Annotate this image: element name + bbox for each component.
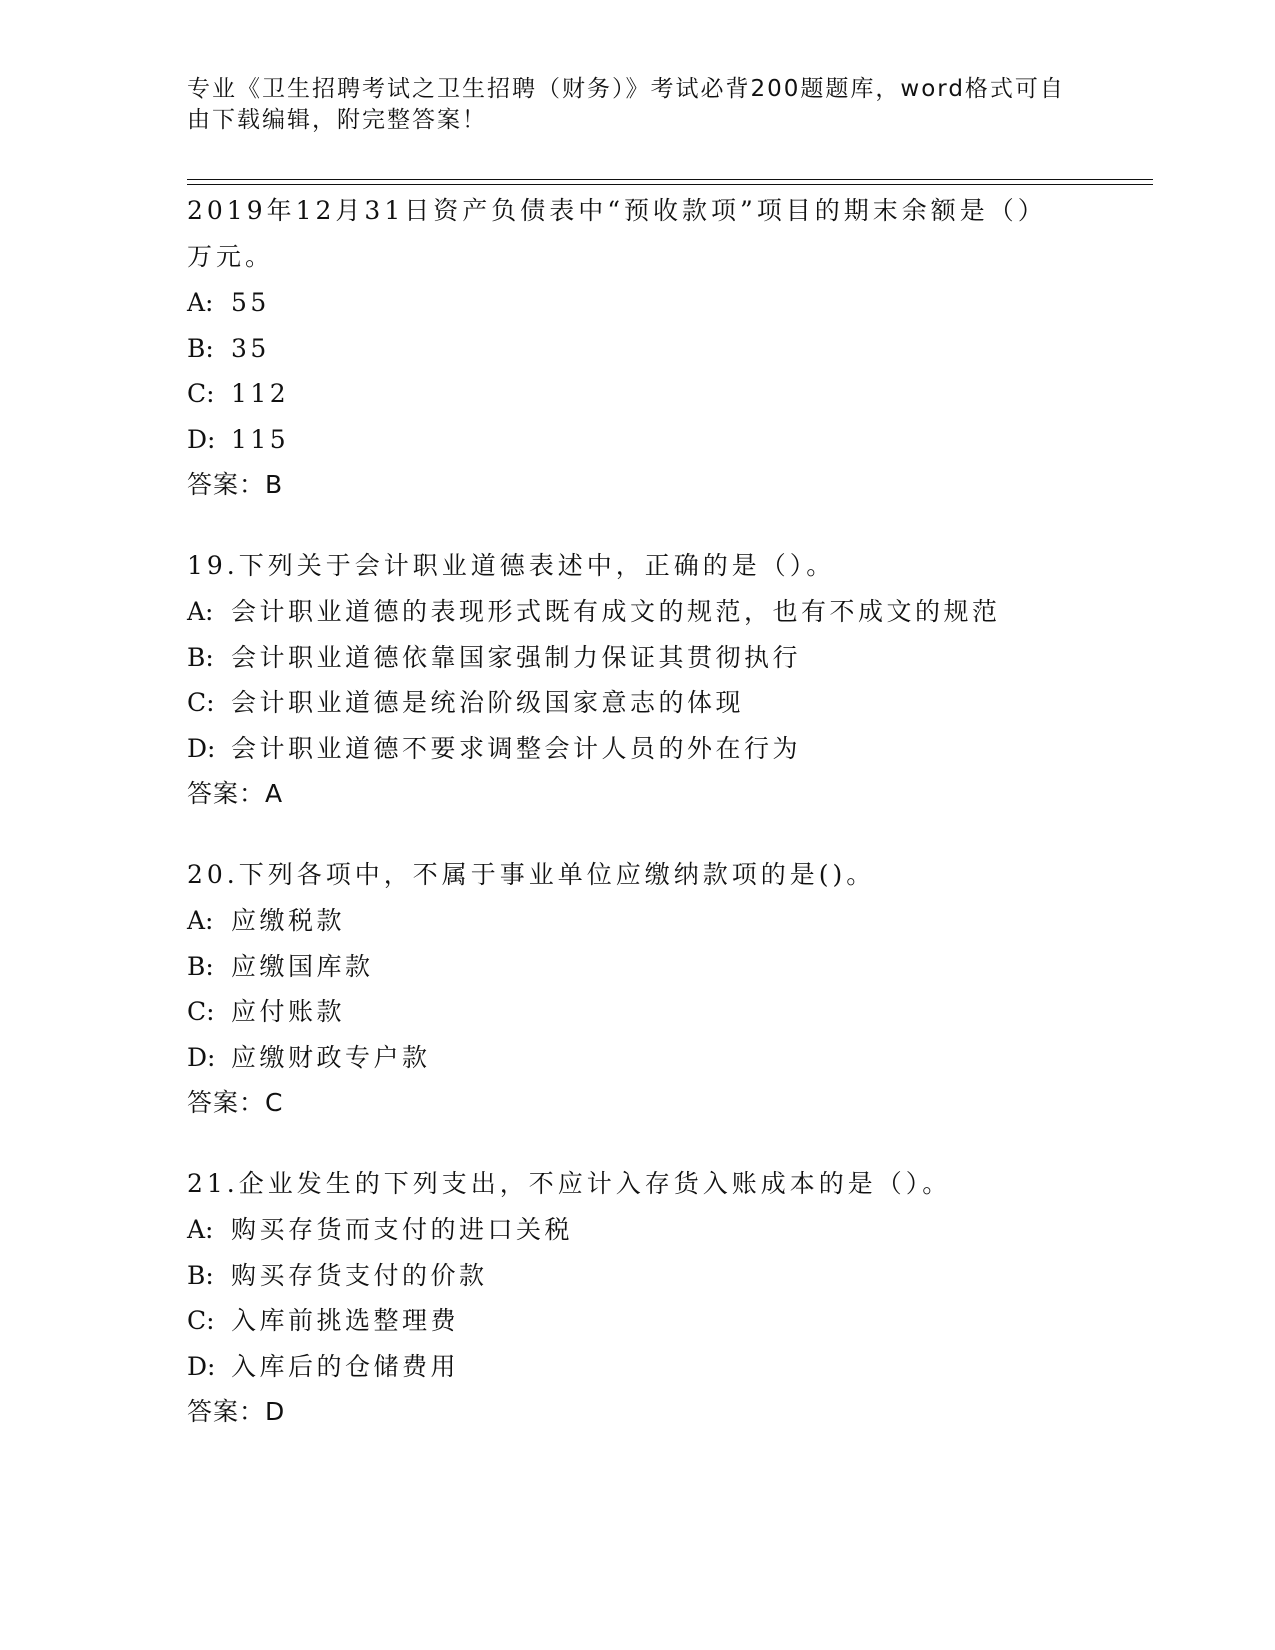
option-text: 入库后的仓储费用 <box>231 1351 460 1381</box>
option-text: 35 <box>231 333 270 363</box>
option-letter: C: <box>187 997 215 1026</box>
option-letter: C: <box>187 1306 215 1335</box>
option-letter: C: <box>187 688 215 717</box>
option-text: 115 <box>231 424 290 454</box>
option-text: 应付账款 <box>231 997 346 1026</box>
option-a <box>187 1207 1147 1253</box>
option-text: 会计职业道德的表现形式既有成文的规范，也有不成文的规范 <box>231 597 1001 626</box>
answer-line: 答案：B <box>187 470 284 499</box>
option-c <box>187 371 1147 417</box>
option-b <box>187 326 1147 372</box>
option-letter: A: <box>187 1215 214 1244</box>
option-c <box>187 1298 1147 1344</box>
question-stem: 20.下列各项中，不属于事业单位应缴纳款项的是()。 <box>187 860 876 889</box>
option-text: 112 <box>231 379 290 408</box>
option-c <box>187 989 1147 1035</box>
option-letter: D: <box>187 1351 216 1381</box>
option-text: 入库前挑选整理费 <box>231 1306 460 1335</box>
option-letter: A: <box>187 288 214 317</box>
option-b <box>187 944 1147 990</box>
option-letter: B: <box>187 1260 214 1290</box>
question-stem: 21.企业发生的下列支出，不应计入存货入账成本的是（）。 <box>187 1169 952 1198</box>
option-text: 购买存货支付的价款 <box>231 1260 488 1290</box>
option-letter: D: <box>187 1042 216 1072</box>
option-letter: C: <box>187 379 215 408</box>
question-stem: 19.下列关于会计职业道德表述中，正确的是（）。 <box>187 551 836 580</box>
option-letter: A: <box>187 597 214 626</box>
option-letter: A: <box>187 906 214 935</box>
option-d <box>187 726 1147 772</box>
option-letter: B: <box>187 951 214 981</box>
option-b <box>187 635 1147 681</box>
question-item <box>187 543 1147 816</box>
option-text: 会计职业道德是统治阶级国家意志的体现 <box>231 688 745 717</box>
option-a <box>187 589 1147 635</box>
answer-line: 答案：D <box>187 1397 286 1426</box>
header-line-1: 专业《卫生招聘考试之卫生招聘（财务）》考试必背200题题库，word格式可自 <box>187 76 1065 102</box>
option-d <box>187 417 1147 463</box>
option-b <box>187 1253 1147 1299</box>
header-line-2: 由下载编辑，附完整答案！ <box>187 107 487 133</box>
option-c <box>187 680 1147 726</box>
question-item <box>187 1161 1147 1434</box>
option-letter: D: <box>187 733 216 763</box>
question-list <box>187 188 1147 1470</box>
option-text: 55 <box>231 288 270 317</box>
option-letter: B: <box>187 642 214 672</box>
option-a <box>187 898 1147 944</box>
answer-line: 答案：A <box>187 779 284 808</box>
option-d <box>187 1035 1147 1081</box>
option-letter: D: <box>187 424 216 454</box>
option-text: 会计职业道德依靠国家强制力保证其贯彻执行 <box>231 642 802 672</box>
answer-line: 答案：C <box>187 1088 284 1117</box>
option-a <box>187 280 1147 326</box>
question-item <box>187 852 1147 1125</box>
option-letter: B: <box>187 333 214 363</box>
option-text: 应缴国库款 <box>231 951 374 981</box>
document-header <box>187 74 1087 136</box>
question-item <box>187 188 1147 507</box>
option-text: 应缴税款 <box>231 906 346 935</box>
option-text: 会计职业道德不要求调整会计人员的外在行为 <box>231 733 802 763</box>
header-divider-top <box>187 179 1153 180</box>
option-d <box>187 1344 1147 1390</box>
option-text: 应缴财政专户款 <box>231 1042 431 1072</box>
header-divider-bottom <box>187 184 1153 185</box>
question-stem: 2019年12月31日资产负债表中“预收款项”项目的期末余额是（）万元。 <box>187 196 1047 271</box>
option-text: 购买存货而支付的进口关税 <box>231 1215 574 1244</box>
